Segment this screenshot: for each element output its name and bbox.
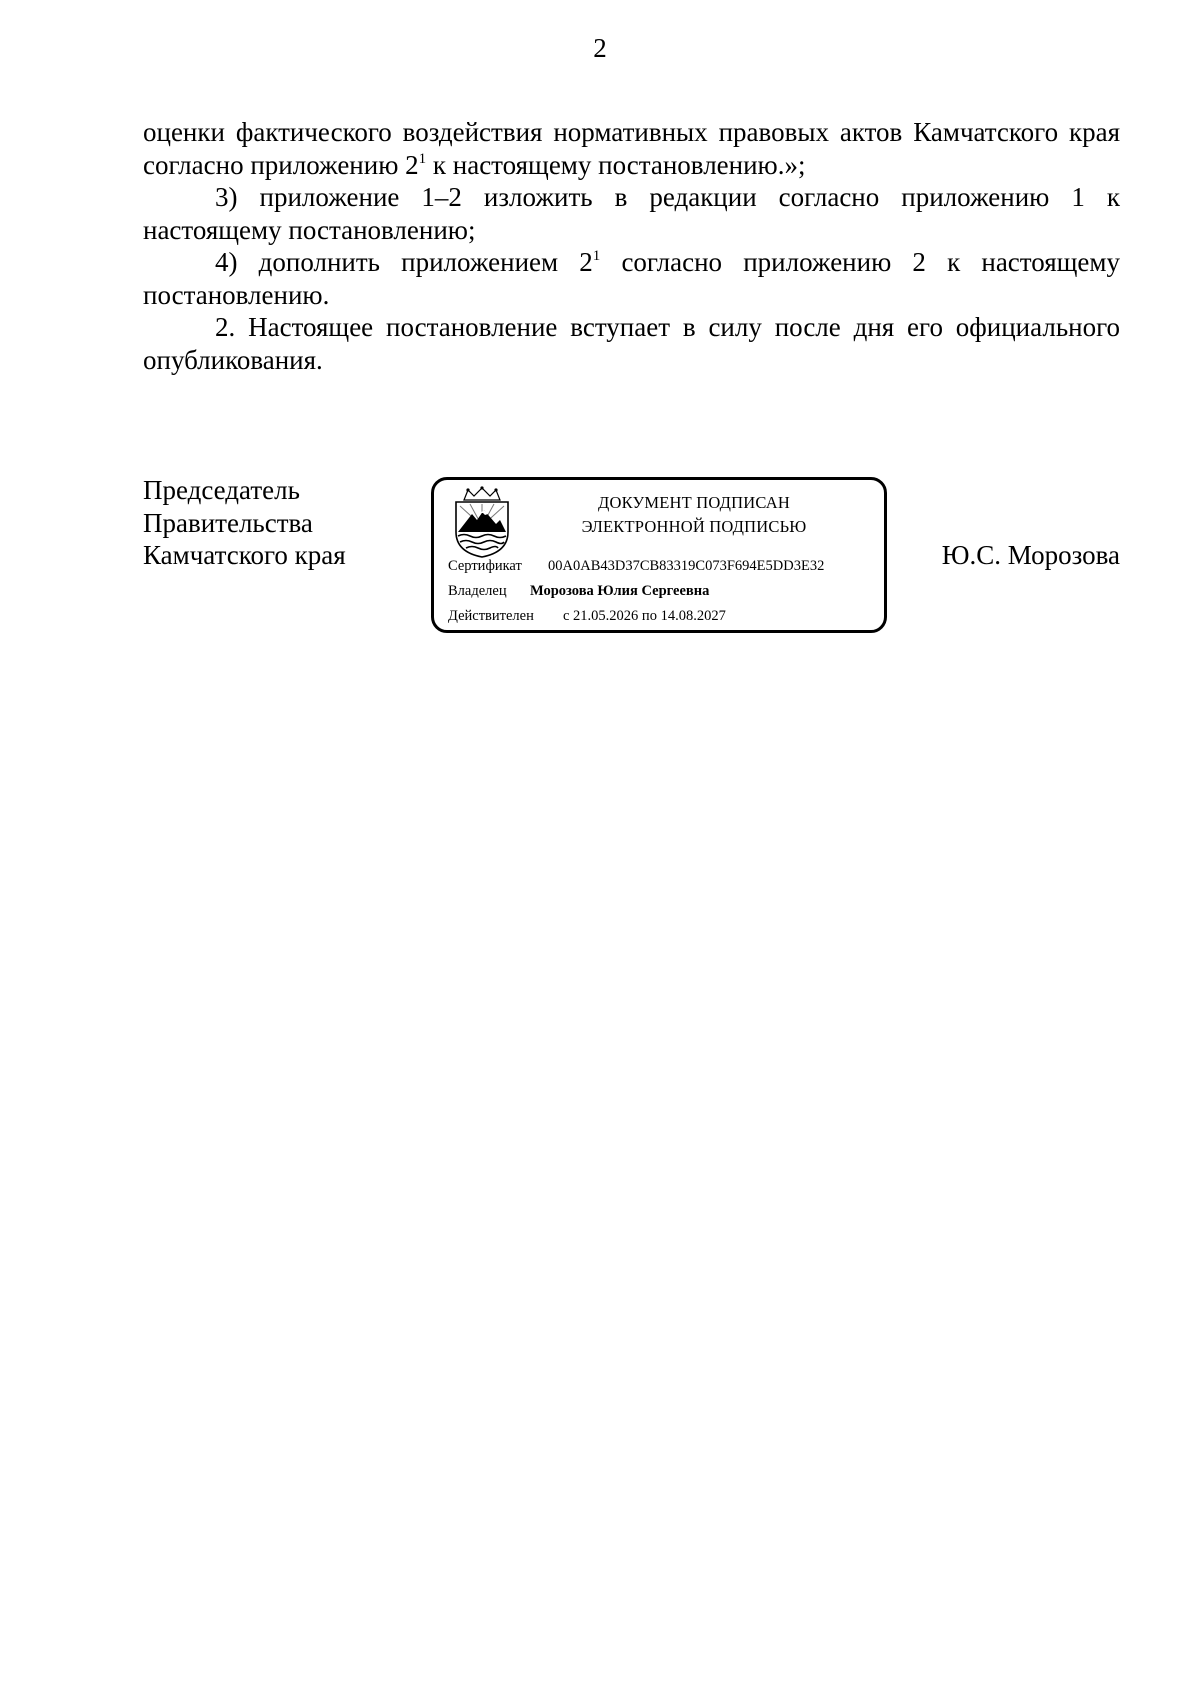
signatory-name: Ю.С. Морозова	[941, 540, 1120, 570]
superscript: 1	[418, 150, 427, 167]
valid-value: с 21.05.2026 по 14.08.2027	[563, 608, 726, 624]
valid-label: Действителен	[448, 608, 534, 624]
certificate-label: Сертификат	[448, 558, 522, 574]
superscript: 1	[592, 248, 601, 264]
paragraph-1: оценки фактического воздействия нормативных правовых актов Камчатского края согласно приложению $2^1$ к настоящему постановлению.»;	[143, 117, 1120, 180]
electronic-signature-stamp	[431, 477, 887, 633]
certificate-value: 00A0AB43D37CB83319C073F694E5DD3E32	[548, 558, 825, 574]
kamchatka-coat-of-arms-icon	[450, 486, 514, 558]
paragraph-2: 3) приложение 1–2 изложить в редакции согласно приложению 1 к настоящему постановлению;	[143, 182, 1120, 245]
owner-label: Владелец	[448, 583, 507, 599]
stamp-owner-row	[448, 582, 709, 600]
stamp-certificate-row	[448, 557, 824, 575]
stamp-heading-line-1: ДОКУМЕНТ ПОДПИСАН	[598, 493, 790, 512]
page-number: 2	[593, 33, 607, 63]
document-body	[143, 116, 1120, 376]
stamp-heading-line-2: ЭЛЕКТРОННОЙ ПОДПИСЬЮ	[581, 517, 807, 536]
signatory-title-line: Правительства	[143, 507, 313, 538]
paragraph-4: 2. Настоящее постановление вступает в силу после дня его официального опубликования.	[143, 312, 1120, 375]
signatory-title	[143, 474, 346, 572]
signatory-title-line: Камчатского края	[143, 540, 346, 570]
stamp-validity-row	[448, 607, 726, 625]
signatory-title-line: Председатель	[143, 475, 300, 505]
owner-value: Морозова Юлия Сергеевна	[530, 583, 710, 599]
paragraph-3: 4) дополнить приложением $2^1$ согласно приложению 2 к настоящему постановлению.	[143, 247, 1121, 310]
